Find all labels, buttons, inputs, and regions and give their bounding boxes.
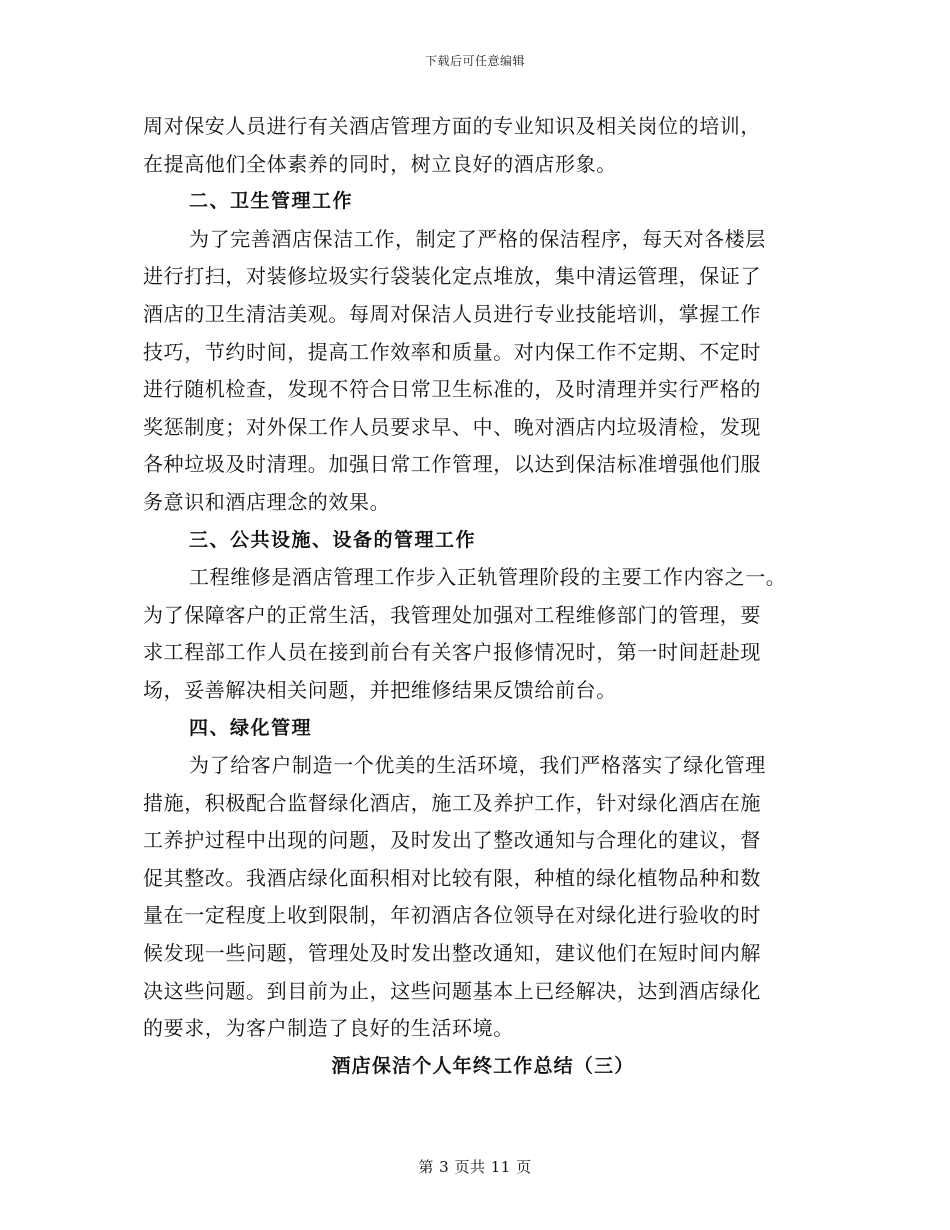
document-title-part-three: 酒店保洁个人年终工作总结（三） [331, 1054, 635, 1077]
paragraph-line: 奖惩制度；对外保工作人员要求早、中、晚对酒店内垃圾清检，发现 [143, 414, 761, 439]
paragraph-line: 的要求，为客户制造了良好的生活环境。 [143, 1016, 514, 1041]
paragraph-line: 工程维修是酒店管理工作步入正轨管理阶段的主要工作内容之一。 [189, 565, 787, 590]
section-heading-facilities: 三、公共设施、设备的管理工作 [189, 528, 477, 551]
paragraph-line: 措施，积极配合监督绿化酒店，施工及养护工作，针对绿化酒店在施 [143, 790, 761, 815]
paragraph-line: 在提高他们全体素养的同时，树立良好的酒店形象。 [143, 151, 617, 176]
paragraph-line: 为了保障客户的正常生活，我管理处加强对工程维修部门的管理，要 [143, 602, 761, 627]
page-header-note: 下载后可任意编辑 [424, 54, 525, 68]
paragraph-line: 为了给客户制造一个优美的生活环境，我们严格落实了绿化管理 [189, 753, 766, 778]
section-heading-sanitation: 二、卫生管理工作 [189, 190, 354, 213]
paragraph-line: 量在一定程度上收到限制，年初酒店各位领导在对绿化进行验收的时 [143, 903, 761, 928]
paragraph-line: 进行随机检查，发现不符合日常卫生标准的，及时清理并实行严格的 [143, 377, 761, 402]
paragraph-line: 为了完善酒店保洁工作，制定了严格的保洁程序，每天对各楼层 [189, 226, 766, 251]
paragraph-line: 进行打扫，对装修垃圾实行袋装化定点堆放，集中清运管理，保证了 [143, 264, 761, 289]
paragraph-line: 技巧，节约时间，提高工作效率和质量。对内保工作不定期、不定时 [143, 339, 761, 364]
paragraph-line: 场，妥善解决相关问题，并把维修结果反馈给前台。 [143, 677, 617, 702]
paragraph-line: 求工程部工作人员在接到前台有关客户报修情况时，第一时间赶赴现 [143, 640, 761, 665]
paragraph-line: 周对保安人员进行有关酒店管理方面的专业知识及相关岗位的培训， [143, 114, 761, 138]
document-body [143, 108, 813, 1085]
paragraph-line: 务意识和酒店理念的效果。 [143, 489, 391, 514]
paragraph-line: 工养护过程中出现的问题，及时发出了整改通知与合理化的建议，督 [143, 828, 761, 853]
paragraph-line: 酒店的卫生清洁美观。每周对保洁人员进行专业技能培训，掌握工作 [143, 301, 761, 326]
page-number-footer: 第 3 页共 11 页 [418, 1158, 532, 1176]
paragraph-line: 决这些问题。到目前为止，这些问题基本上已经解决，达到酒店绿化 [143, 978, 761, 1003]
paragraph-line: 各种垃圾及时清理。加强日常工作管理，以达到保洁标准增强他们服 [143, 452, 761, 477]
paragraph-line: 候发现一些问题，管理处及时发出整改通知，建议他们在短时间内解 [143, 941, 761, 966]
paragraph-line: 促其整改。我酒店绿化面积相对比较有限，种植的绿化植物品种和数 [143, 865, 761, 890]
section-heading-greening: 四、绿化管理 [189, 716, 313, 739]
